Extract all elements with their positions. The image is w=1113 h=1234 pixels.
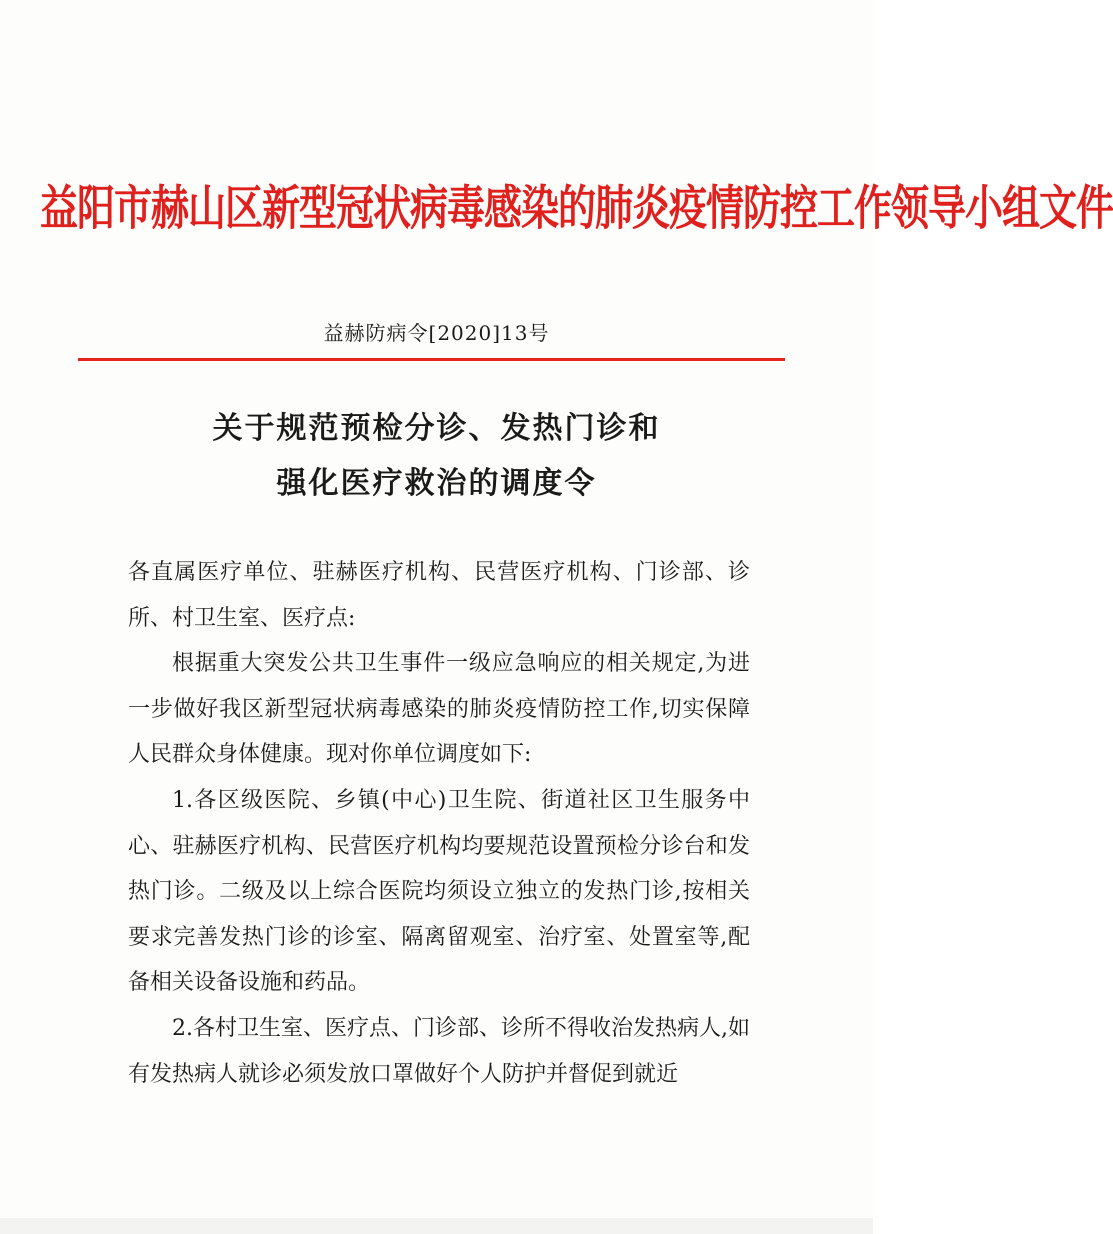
document-title-line-2: 强化医疗救治的调度令 xyxy=(276,466,597,501)
document-number: 益赫防病令[2020]13号 xyxy=(323,321,550,345)
issuer-header-title: 益阳市赫山区新型冠状病毒感染的肺炎疫情防控工作领导小组文件 xyxy=(40,179,1113,236)
document-body xyxy=(128,550,750,1097)
document-title-line-1: 关于规范预检分诊、发热门诊和 xyxy=(212,411,661,446)
intro-paragraph: 根据重大突发公共卫生事件一级应急响应的相关规定,为进一步做好我区新型冠状病毒感染的肺炎疫情防控工作,切实保障人民群众身体健康。现对你单位调度如下: xyxy=(128,651,750,768)
item-1-paragraph: 1.各区级医院、乡镇(中心)卫生院、街道社区卫生服务中心、驻赫医疗机构、民营医疗机构均要规范设置预检分诊台和发热门诊。二级及以上综合医院均须设立独立的发热门诊,按相关要求完善发热门诊的诊室、隔离留观室、治疗室、处置室等,配备相关设备设施和药品。 xyxy=(128,787,750,996)
addressee-paragraph: 各直属医疗单位、驻赫医疗机构、民营医疗机构、门诊部、诊所、村卫生室、医疗点: xyxy=(128,560,750,631)
red-divider-rule xyxy=(78,358,785,361)
scan-bottom-edge xyxy=(0,1218,873,1234)
item-2-paragraph: 2.各村卫生室、医疗点、门诊部、诊所不得收治发热病人,如有发热病人就诊必须发放口罩做好个人防护并督促到就近 xyxy=(128,1015,750,1087)
